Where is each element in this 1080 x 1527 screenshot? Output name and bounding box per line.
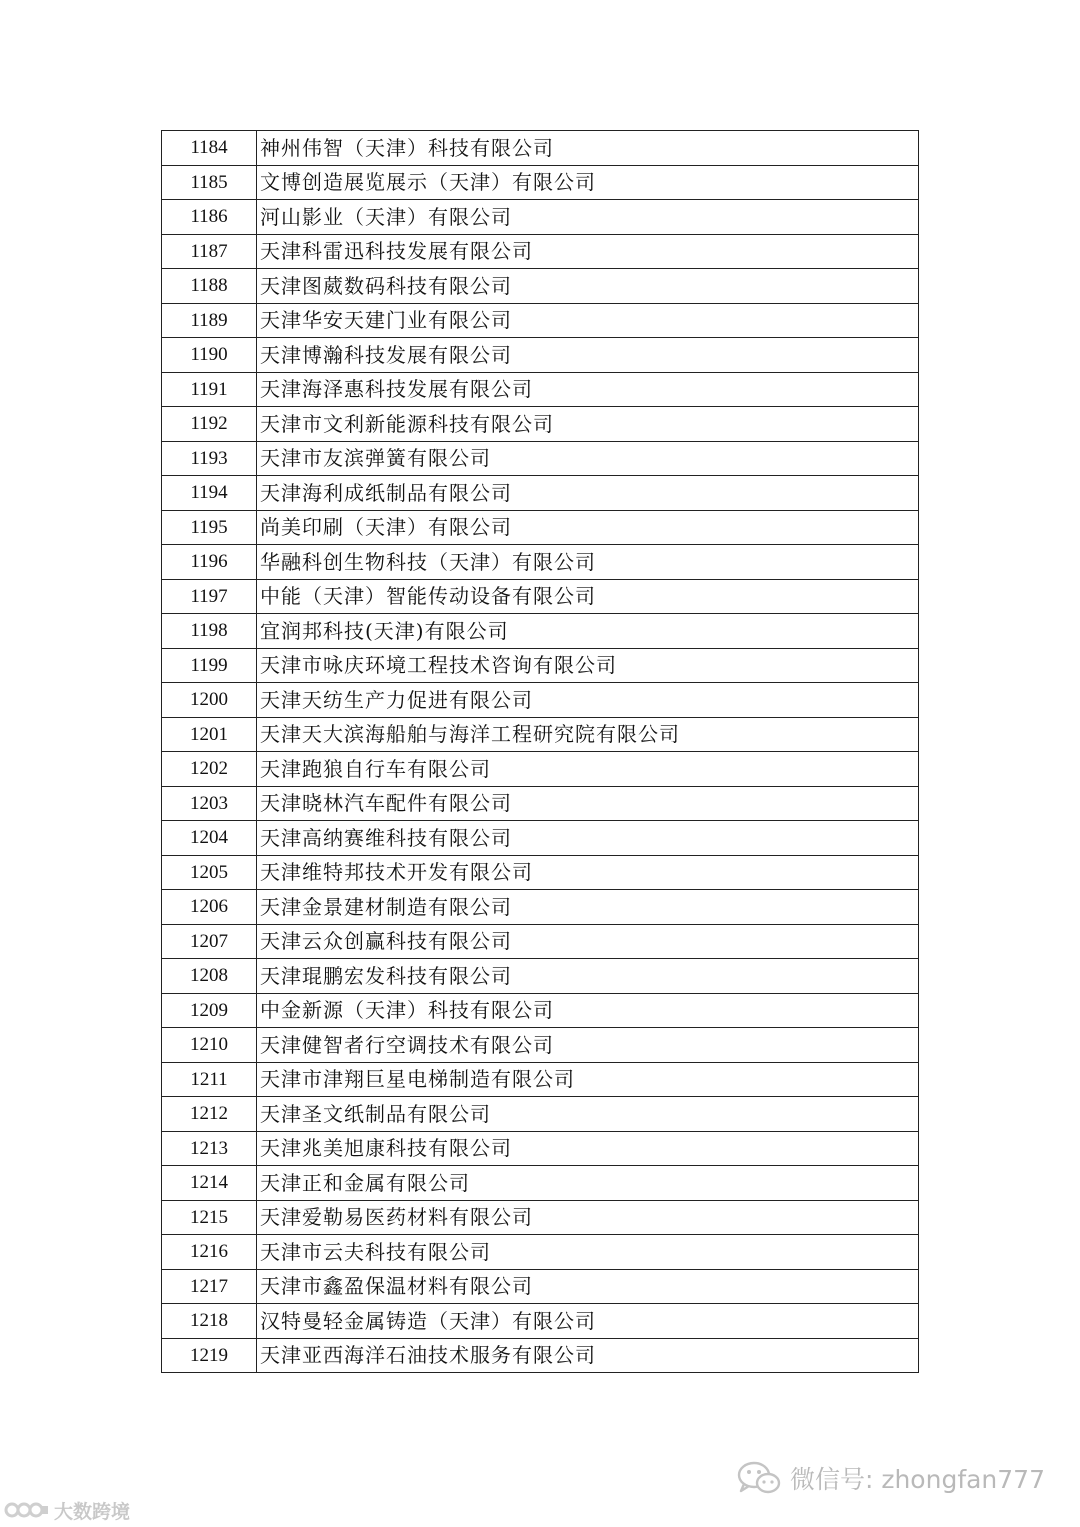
company-name-cell: 天津海泽惠科技发展有限公司 (257, 372, 919, 407)
row-number-cell: 1187 (162, 234, 257, 269)
company-name-cell: 天津市津翔巨星电梯制造有限公司 (257, 1062, 919, 1097)
company-name-cell: 天津琨鹏宏发科技有限公司 (257, 959, 919, 994)
company-name-cell: 河山影业（天津）有限公司 (257, 200, 919, 235)
table-row (162, 200, 919, 235)
table-row (162, 821, 919, 856)
table-row (162, 165, 919, 200)
row-number-cell: 1193 (162, 441, 257, 476)
table-row (162, 993, 919, 1028)
table-row (162, 890, 919, 925)
row-number-cell: 1203 (162, 786, 257, 821)
table-row (162, 752, 919, 787)
company-name-cell: 天津市鑫盈保温材料有限公司 (257, 1269, 919, 1304)
table-row (162, 407, 919, 442)
table-row (162, 924, 919, 959)
wechat-watermark (736, 1458, 1045, 1498)
row-number-cell: 1200 (162, 683, 257, 718)
table-row (162, 855, 919, 890)
company-name-cell: 汉特曼轻金属铸造（天津）有限公司 (257, 1304, 919, 1339)
row-number-cell: 1192 (162, 407, 257, 442)
row-number-cell: 1208 (162, 959, 257, 994)
row-number-cell: 1196 (162, 545, 257, 580)
row-number-cell: 1194 (162, 476, 257, 511)
company-name-cell: 天津跑狼自行车有限公司 (257, 752, 919, 787)
table-row (162, 545, 919, 580)
company-name-cell: 天津市文利新能源科技有限公司 (257, 407, 919, 442)
table-row (162, 1028, 919, 1063)
table-row (162, 234, 919, 269)
row-number-cell: 1218 (162, 1304, 257, 1339)
table-row (162, 1269, 919, 1304)
company-name-cell: 天津天纺生产力促进有限公司 (257, 683, 919, 718)
row-number-cell: 1219 (162, 1338, 257, 1373)
company-name-cell: 中能（天津）智能传动设备有限公司 (257, 579, 919, 614)
table-row (162, 131, 919, 166)
table-row (162, 1338, 919, 1373)
row-number-cell: 1201 (162, 717, 257, 752)
row-number-cell: 1213 (162, 1131, 257, 1166)
company-name-cell: 天津海利成纸制品有限公司 (257, 476, 919, 511)
row-number-cell: 1190 (162, 338, 257, 373)
table-row (162, 683, 919, 718)
company-name-cell: 天津金景建材制造有限公司 (257, 890, 919, 925)
table-row (162, 441, 919, 476)
row-number-cell: 1185 (162, 165, 257, 200)
row-number-cell: 1205 (162, 855, 257, 890)
row-number-cell: 1215 (162, 1200, 257, 1235)
row-number-cell: 1186 (162, 200, 257, 235)
company-name-cell: 天津云众创赢科技有限公司 (257, 924, 919, 959)
company-name-cell: 宜润邦科技(天津)有限公司 (257, 614, 919, 649)
table-row (162, 959, 919, 994)
row-number-cell: 1212 (162, 1097, 257, 1132)
company-name-cell: 天津维特邦技术开发有限公司 (257, 855, 919, 890)
table-row (162, 338, 919, 373)
table-row (162, 303, 919, 338)
wechat-id-text: 微信号: zhongfan777 (789, 1465, 1045, 1494)
table-row (162, 1304, 919, 1339)
row-number-cell: 1204 (162, 821, 257, 856)
company-name-cell: 中金新源（天津）科技有限公司 (257, 993, 919, 1028)
row-number-cell: 1189 (162, 303, 257, 338)
company-name-cell: 天津健智者行空调技术有限公司 (257, 1028, 919, 1063)
table-row (162, 1097, 919, 1132)
table-row (162, 372, 919, 407)
table-row (162, 614, 919, 649)
row-number-cell: 1217 (162, 1269, 257, 1304)
table-row (162, 1235, 919, 1270)
company-name-cell: 天津兆美旭康科技有限公司 (257, 1131, 919, 1166)
table-row (162, 1166, 919, 1201)
row-number-cell: 1207 (162, 924, 257, 959)
row-number-cell: 1216 (162, 1235, 257, 1270)
table-row (162, 1062, 919, 1097)
row-number-cell: 1198 (162, 614, 257, 649)
company-name-cell: 天津圣文纸制品有限公司 (257, 1097, 919, 1132)
company-name-cell: 尚美印刷（天津）有限公司 (257, 510, 919, 545)
row-number-cell: 1188 (162, 269, 257, 304)
company-name-cell: 天津博瀚科技发展有限公司 (257, 338, 919, 373)
row-number-cell: 1206 (162, 890, 257, 925)
row-number-cell: 1211 (162, 1062, 257, 1097)
company-name-cell: 天津市友滨弹簧有限公司 (257, 441, 919, 476)
company-name-cell: 天津高纳赛维科技有限公司 (257, 821, 919, 856)
wechat-logo-icon (736, 1460, 782, 1496)
row-number-cell: 1199 (162, 648, 257, 683)
row-number-cell: 1195 (162, 510, 257, 545)
company-name-cell: 天津晓林汽车配件有限公司 (257, 786, 919, 821)
row-number-cell: 1197 (162, 579, 257, 614)
company-name-cell: 天津亚西海洋石油技术服务有限公司 (257, 1338, 919, 1373)
brand-watermark (4, 1495, 130, 1525)
company-name-cell: 文博创造展览展示（天津）有限公司 (257, 165, 919, 200)
brand-logo-icon (4, 1499, 50, 1521)
company-list-body (162, 131, 919, 1373)
company-name-cell: 天津爱勒易医药材料有限公司 (257, 1200, 919, 1235)
company-name-cell: 天津天大滨海船舶与海洋工程研究院有限公司 (257, 717, 919, 752)
table-row (162, 269, 919, 304)
company-name-cell: 华融科创生物科技（天津）有限公司 (257, 545, 919, 580)
table-row (162, 717, 919, 752)
brand-name-text: 大数跨境 (54, 1500, 131, 1523)
company-name-cell: 天津正和金属有限公司 (257, 1166, 919, 1201)
company-name-cell: 天津科雷迅科技发展有限公司 (257, 234, 919, 269)
table-row (162, 1131, 919, 1166)
table-row (162, 1200, 919, 1235)
company-name-cell: 天津华安天建门业有限公司 (257, 303, 919, 338)
table-row (162, 648, 919, 683)
row-number-cell: 1210 (162, 1028, 257, 1063)
row-number-cell: 1184 (162, 131, 257, 166)
table-row (162, 476, 919, 511)
row-number-cell: 1214 (162, 1166, 257, 1201)
row-number-cell: 1191 (162, 372, 257, 407)
table-row (162, 510, 919, 545)
table-row (162, 579, 919, 614)
company-name-cell: 天津市云夫科技有限公司 (257, 1235, 919, 1270)
table-row (162, 786, 919, 821)
company-name-cell: 天津市咏庆环境工程技术咨询有限公司 (257, 648, 919, 683)
company-list-table (161, 130, 919, 1373)
company-name-cell: 神州伟智（天津）科技有限公司 (257, 131, 919, 166)
row-number-cell: 1202 (162, 752, 257, 787)
company-name-cell: 天津图葳数码科技有限公司 (257, 269, 919, 304)
row-number-cell: 1209 (162, 993, 257, 1028)
